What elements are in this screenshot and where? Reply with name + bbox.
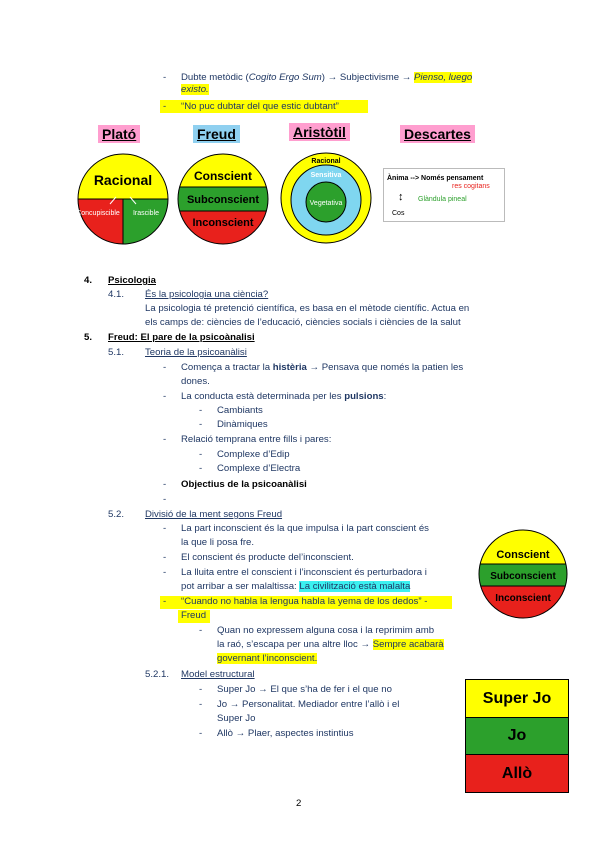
section-4-1-title: És la psicologia una ciència? bbox=[145, 289, 269, 300]
bullet-dash: - bbox=[163, 391, 167, 402]
freud2-conscient-label: Conscient bbox=[496, 549, 550, 561]
top-line-2: “No puc dubtar del que estic dubtant” bbox=[181, 101, 339, 112]
bullet-c5: Quan no expressem alguna cosa i la reprimim amb bbox=[217, 625, 435, 636]
structural-model-boxes bbox=[465, 679, 569, 793]
section-5-2-1-num: 5.2.1. bbox=[145, 669, 170, 680]
bullet-c1: La part inconscient és la que impulsa i la part conscient és bbox=[181, 523, 429, 534]
plato-racional-label: Racional bbox=[93, 172, 153, 188]
descartes-line-1: Ànima --> Només pensament bbox=[387, 175, 484, 182]
freud-subconscient-label: Subconscient bbox=[186, 194, 260, 206]
plato-diagram bbox=[76, 152, 170, 246]
bullet-dash: - bbox=[199, 684, 203, 695]
bullet-dash: - bbox=[199, 419, 203, 430]
freud-diagram-2 bbox=[476, 528, 570, 620]
descartes-line-4: Cos bbox=[392, 210, 405, 217]
bullet-relacio: Relació temprana entre fills i pares: bbox=[181, 434, 332, 445]
plato-concupiscible-label: Concupiscible bbox=[76, 210, 120, 217]
freud2-inconscient-label: Inconscient bbox=[495, 593, 551, 604]
descartes-line-3: Glàndula pineal bbox=[418, 196, 467, 203]
bullet-c5-cont2: governant l’inconscient. bbox=[217, 653, 318, 664]
bullet-dash: - bbox=[163, 434, 167, 445]
bullet-c3: La lluita entre el conscient i l’inconscient és perturbadora i bbox=[181, 567, 427, 578]
top-line-1-cont: existo. bbox=[181, 84, 209, 95]
bullet-dash: - bbox=[163, 479, 167, 490]
bullet-dash: - bbox=[199, 449, 203, 460]
section-5-2-1-title: Model estructural bbox=[181, 669, 255, 680]
bullet-c1-cont: la que li posa fre. bbox=[181, 537, 255, 548]
freud-conscient-label: Conscient bbox=[193, 169, 253, 183]
section-5-2-title: Divisió de la ment segons Freud bbox=[145, 509, 283, 520]
section-4-num: 4. bbox=[84, 275, 93, 286]
bullet-d2-cont: Super Jo bbox=[217, 713, 256, 724]
aristotil-diagram bbox=[278, 150, 374, 246]
bullet-dash: - bbox=[199, 699, 203, 710]
bullet-d3: Allò → Plaer, aspectes instintius bbox=[217, 728, 354, 739]
bullet-c3-cont: pot arribar a ser malaltissa: La civilització està malalta bbox=[181, 581, 411, 592]
bullet-dash: - bbox=[163, 567, 167, 578]
pulsions-item: Cambiants bbox=[217, 405, 263, 416]
section-5-title: Freud: El pare de la psicoànalisi bbox=[108, 332, 255, 343]
aristotil-vegetativa-label: Vegetativa bbox=[309, 200, 343, 207]
bullet-dash: - bbox=[199, 405, 203, 416]
updown-arrow-icon: ↕ bbox=[398, 191, 404, 203]
bullet-dash: - bbox=[163, 101, 167, 112]
descartes-line-2: res cogitans bbox=[452, 183, 490, 190]
top-line-1: Dubte metòdic (Cogito Ergo Sum) → Subjectivisme → Pienso, luego bbox=[181, 72, 473, 83]
section-4-title: Psicologia bbox=[108, 275, 156, 286]
freud2-subconscient-label: Subconscient bbox=[490, 571, 556, 582]
bullet-dash: - bbox=[199, 463, 203, 474]
complex-item: Complexe d’Electra bbox=[217, 463, 301, 474]
bullet-objectius: Objectius de la psicoanàlisi bbox=[181, 479, 307, 490]
section-5-1-title: Teoria de la psicoanàlisi bbox=[145, 347, 247, 358]
bullet-d1: Super Jo → El que s’ha de fer i el que no bbox=[217, 684, 392, 695]
bullet-dash: - bbox=[163, 596, 167, 607]
bullet-c4-cont: Freud bbox=[181, 610, 207, 621]
bullet-dash: - bbox=[163, 552, 167, 563]
section-5-1-num: 5.1. bbox=[108, 347, 125, 358]
section-4-body-1: La psicologia té pretenció científica, es basa en el mètode científic. Actua en bbox=[145, 303, 470, 314]
bullet-c4: “Cuando no habla la lengua habla la yema de los dedos” - bbox=[181, 596, 428, 607]
bullet-dash: - bbox=[163, 523, 167, 534]
descartes-title: Descartes bbox=[400, 125, 475, 143]
descartes-box bbox=[383, 168, 505, 222]
bullet-pulsions: La conducta està determinada per les pulsions: bbox=[181, 391, 387, 402]
freud-diagram bbox=[174, 152, 272, 246]
page-number: 2 bbox=[296, 798, 302, 809]
bullet-histeria-cont: dones. bbox=[181, 376, 210, 387]
aristotil-racional-label: Racional bbox=[311, 158, 341, 165]
aristotil-sensitiva-label: Sensitiva bbox=[310, 172, 342, 179]
pulsions-item: Dinàmiques bbox=[217, 419, 268, 430]
section-5-num: 5. bbox=[84, 332, 93, 343]
bullet-dash: - bbox=[163, 72, 167, 83]
section-4-1-num: 4.1. bbox=[108, 289, 125, 300]
super-jo-box: Super Jo bbox=[466, 680, 568, 718]
bullet-c5-cont: la raó, s’escapa per una altre lloc → Sempre acabarà bbox=[217, 639, 444, 650]
bullet-dash: - bbox=[163, 362, 167, 373]
allo-box: Allò bbox=[466, 755, 568, 792]
bullet-c2: El conscient és producte del’inconscient. bbox=[181, 552, 354, 563]
bullet-dash: - bbox=[199, 728, 203, 739]
bullet-dash: - bbox=[163, 494, 167, 505]
bullet-dash: - bbox=[199, 625, 203, 636]
section-5-2-num: 5.2. bbox=[108, 509, 125, 520]
aristotil-title: Aristòtil bbox=[289, 123, 350, 141]
plato-irascible-label: Irascible bbox=[132, 210, 160, 217]
bullet-d2: Jo → Personalitat. Mediador entre l’allò i el bbox=[217, 699, 400, 710]
freud-title: Freud bbox=[193, 125, 240, 143]
plato-title: Plató bbox=[98, 125, 140, 143]
jo-box: Jo bbox=[466, 718, 568, 755]
complex-item: Complexe d’Edip bbox=[217, 449, 290, 460]
section-4-body-2: els camps de: ciències de l’educació, ciències socials i ciències de la salut bbox=[145, 317, 461, 328]
freud-inconscient-label: Inconscient bbox=[192, 217, 254, 229]
bullet-histeria: Comença a tractar la histèria → Pensava que només la patien les bbox=[181, 362, 464, 373]
